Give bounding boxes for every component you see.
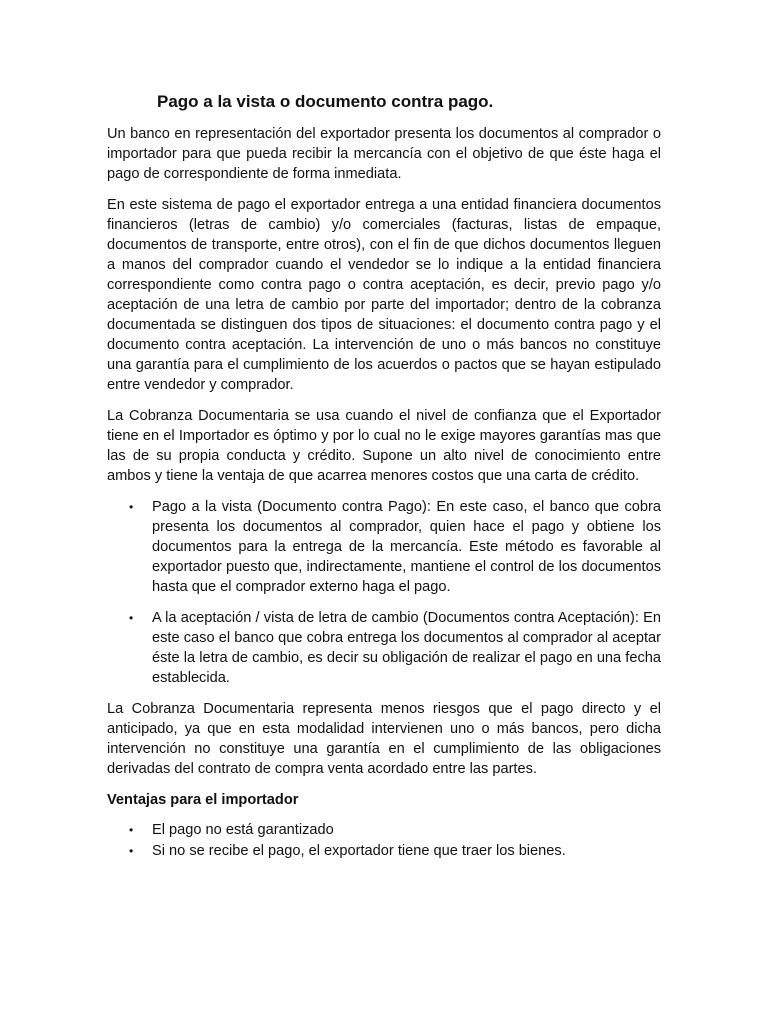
list-item: [107, 497, 661, 597]
list-item-text: A la aceptación / vista de letra de cambio (Documentos contra Aceptación): En este caso el banco que cobra entrega los documentos al comprador al aceptar éste la letra de cambio, es decir su obligación de realizar el pago en una fecha establecida.: [152, 610, 661, 686]
bullet-icon: •: [129, 611, 134, 625]
paragraph-cobranza: La Cobranza Documentaria se usa cuando el nivel de confianza que el Exportador tiene en el Importador es óptimo y por lo cual no le exige mayores garantías mas que las de su propia conducta y crédito. Supone un alto nivel de conocimiento entre ambos y tiene la ventaja de que acarrea menores costos que una carta de crédito.: [107, 408, 661, 484]
list-item-text: Si no se recibe el pago, el exportador tiene que traer los bienes.: [152, 843, 566, 859]
list-item-text: El pago no está garantizado: [152, 822, 334, 838]
list-item: [107, 841, 661, 861]
section-heading: Ventajas para el importador: [107, 792, 299, 808]
bullet-list-modalities: [107, 497, 661, 688]
bullet-icon: •: [129, 823, 134, 837]
bullet-icon: •: [129, 844, 134, 858]
document-title: Pago a la vista o documento contra pago.: [157, 92, 494, 111]
paragraph-system: En este sistema de pago el exportador entrega a una entidad financiera documentos financieros (letras de cambio) y/o comerciales (facturas, listas de empaque, documentos de transporte, entre otros), con el fin de que dichos documentos lleguen a manos del comprador cuando el vendedor se lo indique a la entidad financiera correspondiente como contra pago o contra aceptación, es decir, previo pago y/o aceptación de una letra de cambio por parte del importador; dentro de la cobranza documentada se distinguen dos tipos de situaciones: el documento contra pago y el documento contra aceptación. La intervención de uno o más bancos no constituye una garantía para el cumplimiento de los acuerdos o pactos que se hayan estipulado entre vendedor y comprador.: [107, 197, 661, 393]
paragraph-intro: Un banco en representación del exportador presenta los documentos al comprador o importador para que pueda recibir la mercancía con el objetivo de que éste haga el pago de correspondiente de forma inmediata.: [107, 126, 661, 182]
document-body: [107, 124, 661, 872]
list-item: [107, 820, 661, 840]
paragraph-risks: La Cobranza Documentaria representa menos riesgos que el pago directo y el anticipado, ya que en esta modalidad intervienen uno o más bancos, pero dicha intervención no constituye una garantía en el cumplimiento de las obligaciones derivadas del contrato de compra venta acordado entre las partes.: [107, 701, 661, 777]
list-item: [107, 608, 661, 688]
bullet-list-advantages: [107, 820, 661, 861]
list-item-text: Pago a la vista (Documento contra Pago): En este caso, el banco que cobra presenta los documentos al comprador, quien hace el pago y obtiene los documentos para la entrega de la mercancía. Este método es favorable al exportador puesto que, indirectamente, mantiene el control de los documentos hasta que el comprador externo haga el pago.: [152, 499, 661, 595]
bullet-icon: •: [129, 500, 134, 514]
